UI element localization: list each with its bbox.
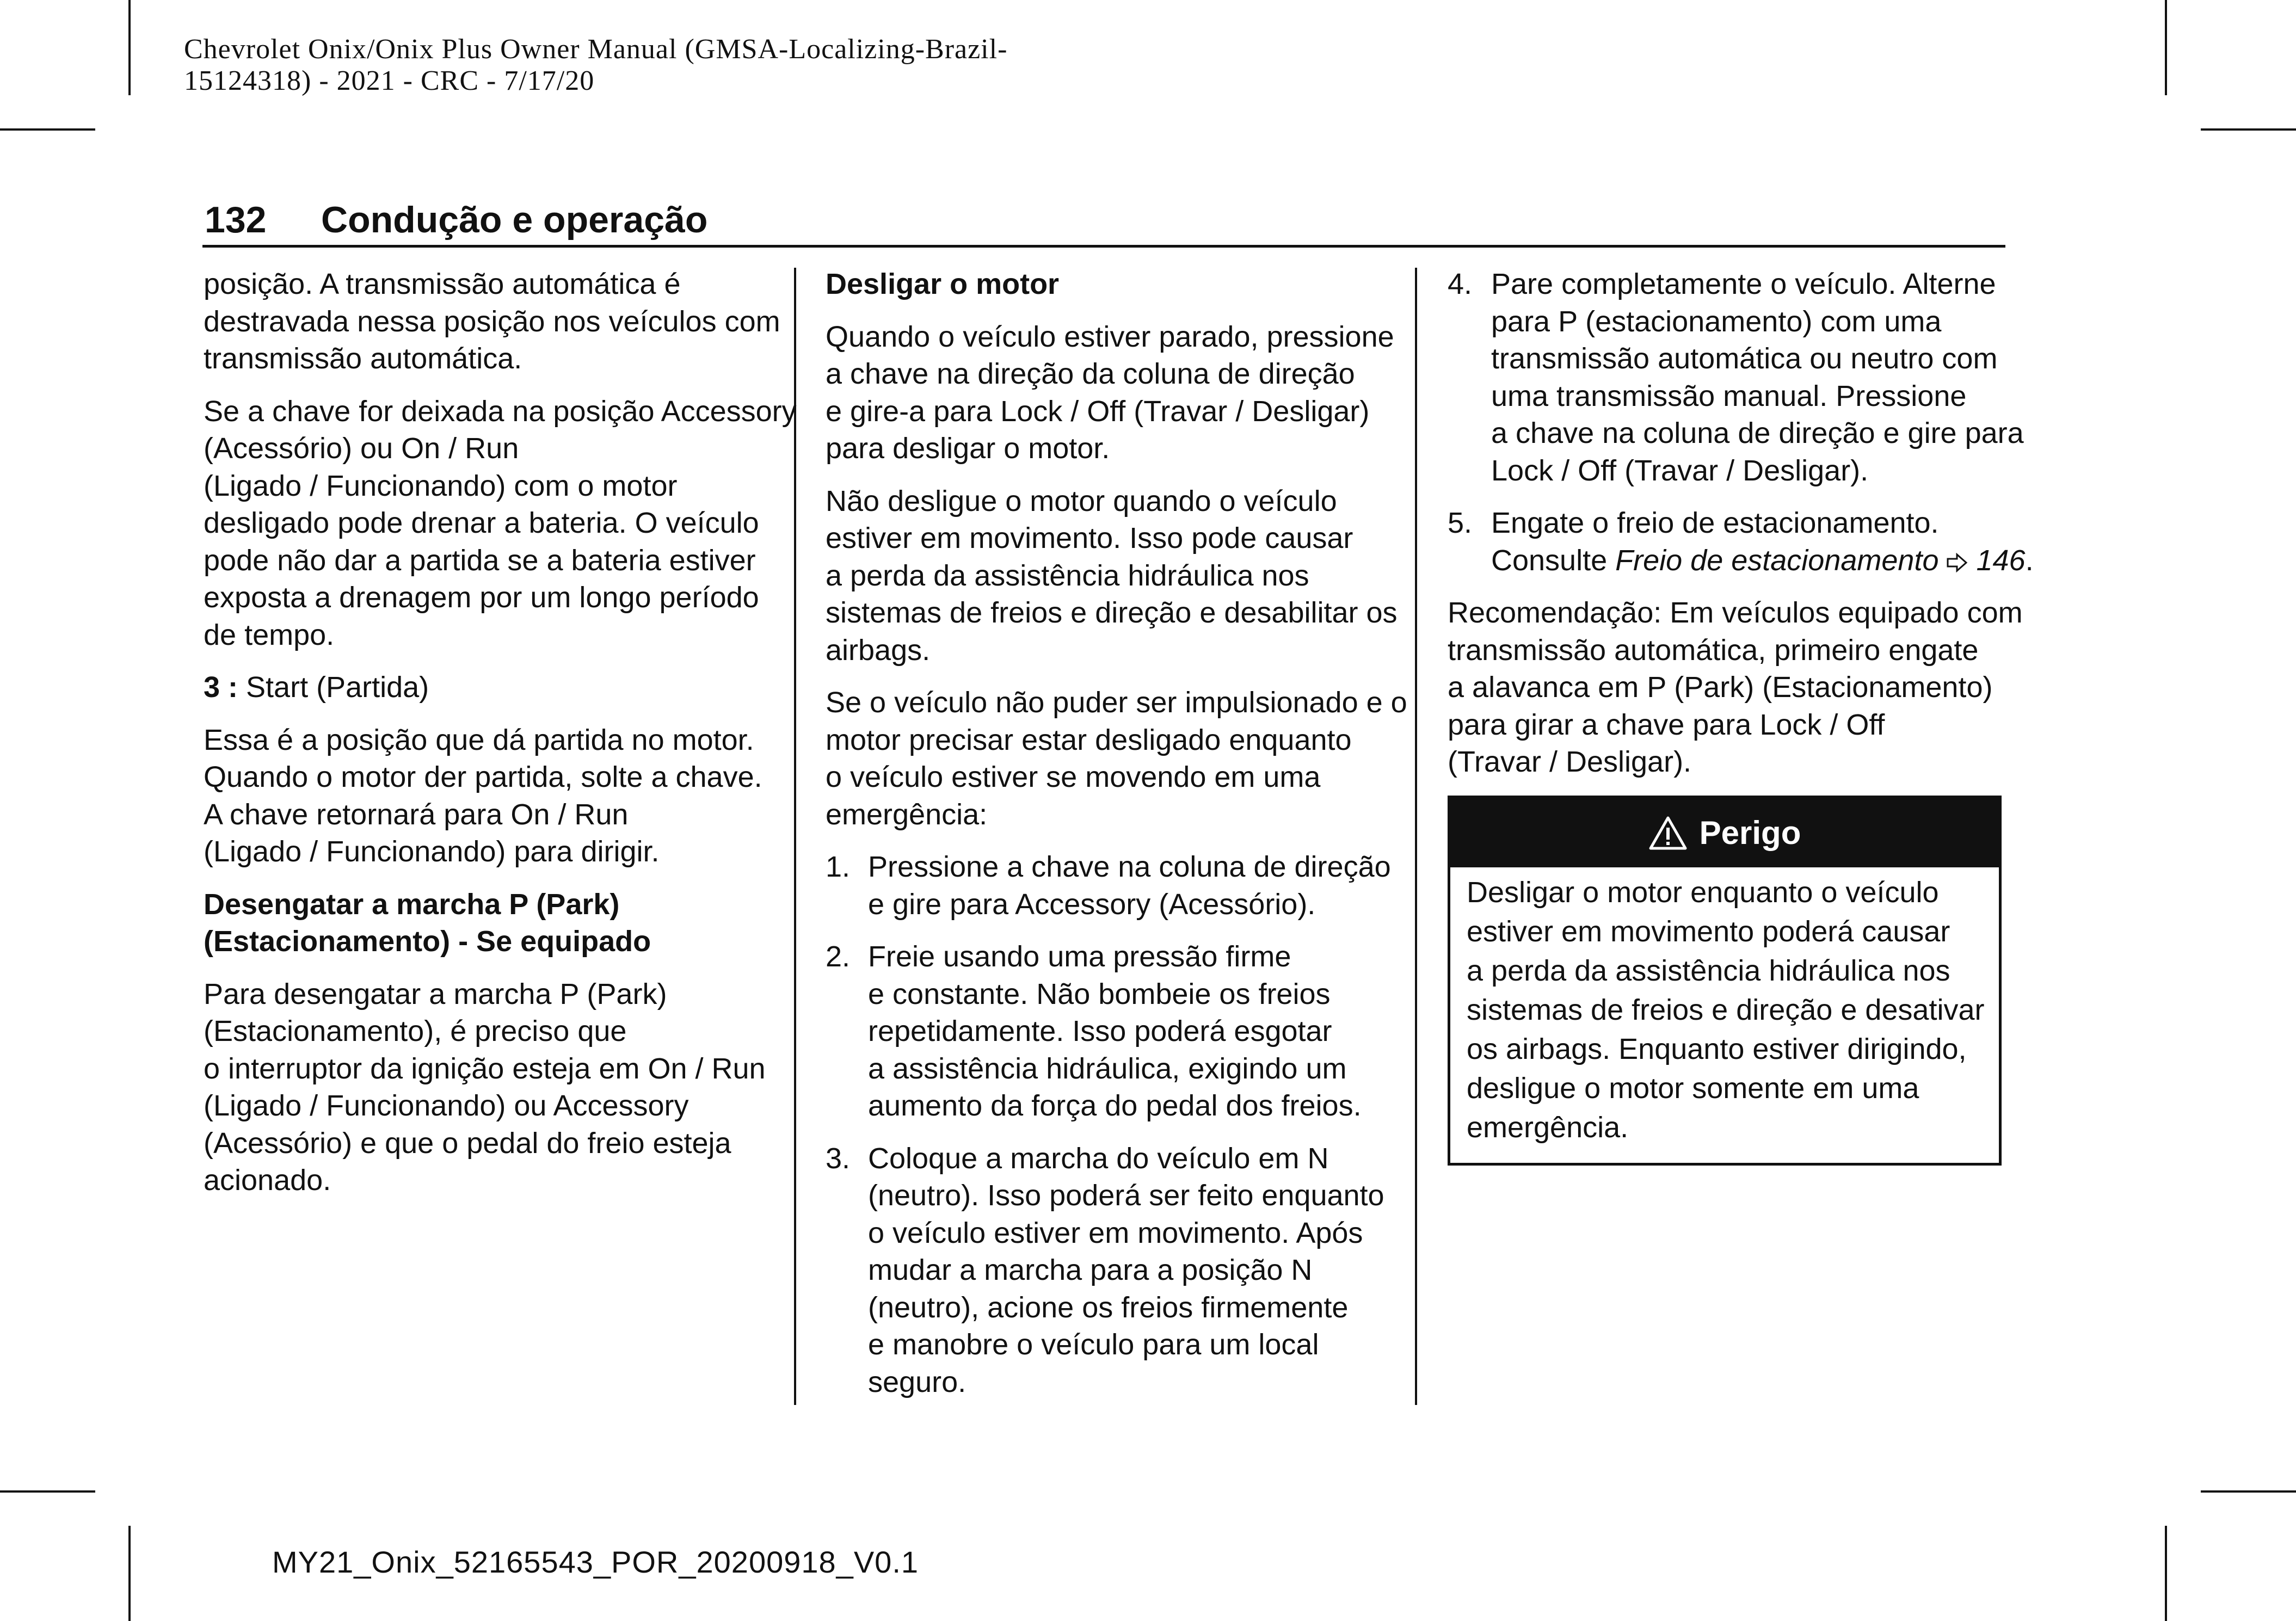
column-left: [204, 266, 797, 1215]
document-footer-code: MY21_Onix_52165543_POR_20200918_V0.1: [272, 1545, 919, 1579]
paragraph: Quando o veículo estiver parado, pressione a chave na direção da coluna de direção e gire-a para Lock / Off (Travar / Desligar) para desligar o motor.: [826, 320, 1394, 465]
crop-mark: [2165, 0, 2167, 95]
subsection-heading: Desengatar a marcha P (Park) (Estacionamento) - Se equipado: [204, 887, 651, 958]
crop-mark: [128, 0, 131, 95]
column-middle: [826, 266, 1407, 1416]
crop-mark: [2201, 1490, 2296, 1493]
list-item: 5. Engate o freio de estacionamento. Consulte Freio de estacionamento 146.: [1448, 504, 2034, 579]
crop-mark: [2165, 1526, 2167, 1621]
warning-triangle-icon: [1648, 816, 1688, 850]
section-title: Condução e operação: [321, 199, 708, 241]
position-text: Start (Partida): [238, 671, 429, 704]
meta-line: Chevrolet Onix/Onix Plus Owner Manual (GMSA-Localizing-Brazil-: [184, 34, 1008, 65]
list-number: 5.: [1448, 507, 1473, 539]
column-divider: [1415, 268, 1417, 1405]
list-item: 4. Pare completamente o veículo. Alterne para P (estacionamento) com uma transmissão automática ou neutro com uma transmissão manual. Pressione a chave na coluna de direção e gire para Lock / Off (Travar / Desligar).: [1448, 266, 2034, 489]
cross-reference-link[interactable]: Freio de estacionamento: [1615, 544, 1939, 577]
position-label: 3 :: [204, 671, 238, 704]
page-header: [202, 195, 2005, 248]
paragraph: Não desligue o motor quando o veículo estiver em movimento. Isso pode causar a perda da assistência hidráulica nos sistemas de freios e direção e desabilitar os airbags.: [826, 484, 1398, 667]
crop-mark: [0, 1490, 95, 1493]
paragraph: posição. A transmissão automática é destravada nessa posição nos veículos com transmissão automática.: [204, 268, 780, 375]
list-item: 1. Pressione a chave na coluna de direção e gire para Accessory (Acessório).: [826, 848, 1407, 923]
document-meta: [184, 34, 1007, 97]
paragraph: Se o veículo não puder ser impulsionado e o motor precisar estar desligado enquanto o veículo estiver se movendo em uma emergência:: [826, 686, 1407, 831]
crop-mark: [0, 128, 95, 131]
warning-header: [1450, 798, 1999, 867]
arrow-right-icon: [1938, 544, 1968, 577]
warning-title: Perigo: [1699, 815, 1801, 851]
meta-line: 15124318) - 2021 - CRC - 7/17/20: [184, 65, 595, 96]
list-number: 3.: [826, 1142, 851, 1175]
paragraph: Recomendação: Em veículos equipado com transmissão automática, primeiro engate a alavanca em P (Park) (Estacionamento) para girar a chave para Lock / Off (Travar / Desligar).: [1448, 596, 2023, 778]
list-number: 2.: [826, 940, 851, 973]
warning-text: Desligar o motor enquanto o veículo estiver em movimento poderá causar a perda da assistência hidráulica nos sistemas de freios e direção e desativar os airbags. Enquanto estiver dirigindo, desligue o motor somente em uma emergência.: [1467, 876, 1985, 1144]
reference-page: 146: [1968, 544, 2026, 577]
paragraph: Essa é a posição que dá partida no motor. Quando o motor der partida, solte a chave. A chave retornará para On / Run (Ligado / Funcionando) para dirigir.: [204, 723, 762, 868]
list-number: 1.: [826, 850, 851, 883]
crop-mark: [2201, 128, 2296, 131]
list-item: 3. Coloque a marcha do veículo em N (neutro). Isso poderá ser feito enquanto o veículo estiver em movimento. Após mudar a marcha para a posição N (neutro), acione os freios firmemente e manobre o veículo para um local seguro.: [826, 1140, 1407, 1401]
key-position-start: [204, 669, 797, 706]
danger-warning-box: [1448, 796, 2002, 1166]
column-right: [1448, 266, 2034, 796]
list-item: 2. Freie usando uma pressão firme e constante. Não bombeie os freios repetidamente. Isso poderá esgotar a assistência hidráulica, exigindo um aumento da força do pedal dos freios.: [826, 938, 1407, 1125]
list-number: 4.: [1448, 268, 1473, 300]
paragraph: Para desengatar a marcha P (Park) (Estacionamento), é preciso que o interruptor da ignição esteja em On / Run (Ligado / Funcionando) ou Accessory (Acessório) e que o pedal do freio esteja acionado.: [204, 977, 766, 1197]
page-number: 132: [205, 199, 267, 241]
subsection-heading: Desligar o motor: [826, 268, 1060, 300]
paragraph: Se a chave for deixada na posição Accessory (Acessório) ou On / Run (Ligado / Funcionando) com o motor desligado pode drenar a bateria. O veículo pode não dar a partida se a bateria estiver exposta a drenagem por um longo período de tempo.: [204, 395, 797, 651]
crop-mark: [128, 1526, 131, 1621]
